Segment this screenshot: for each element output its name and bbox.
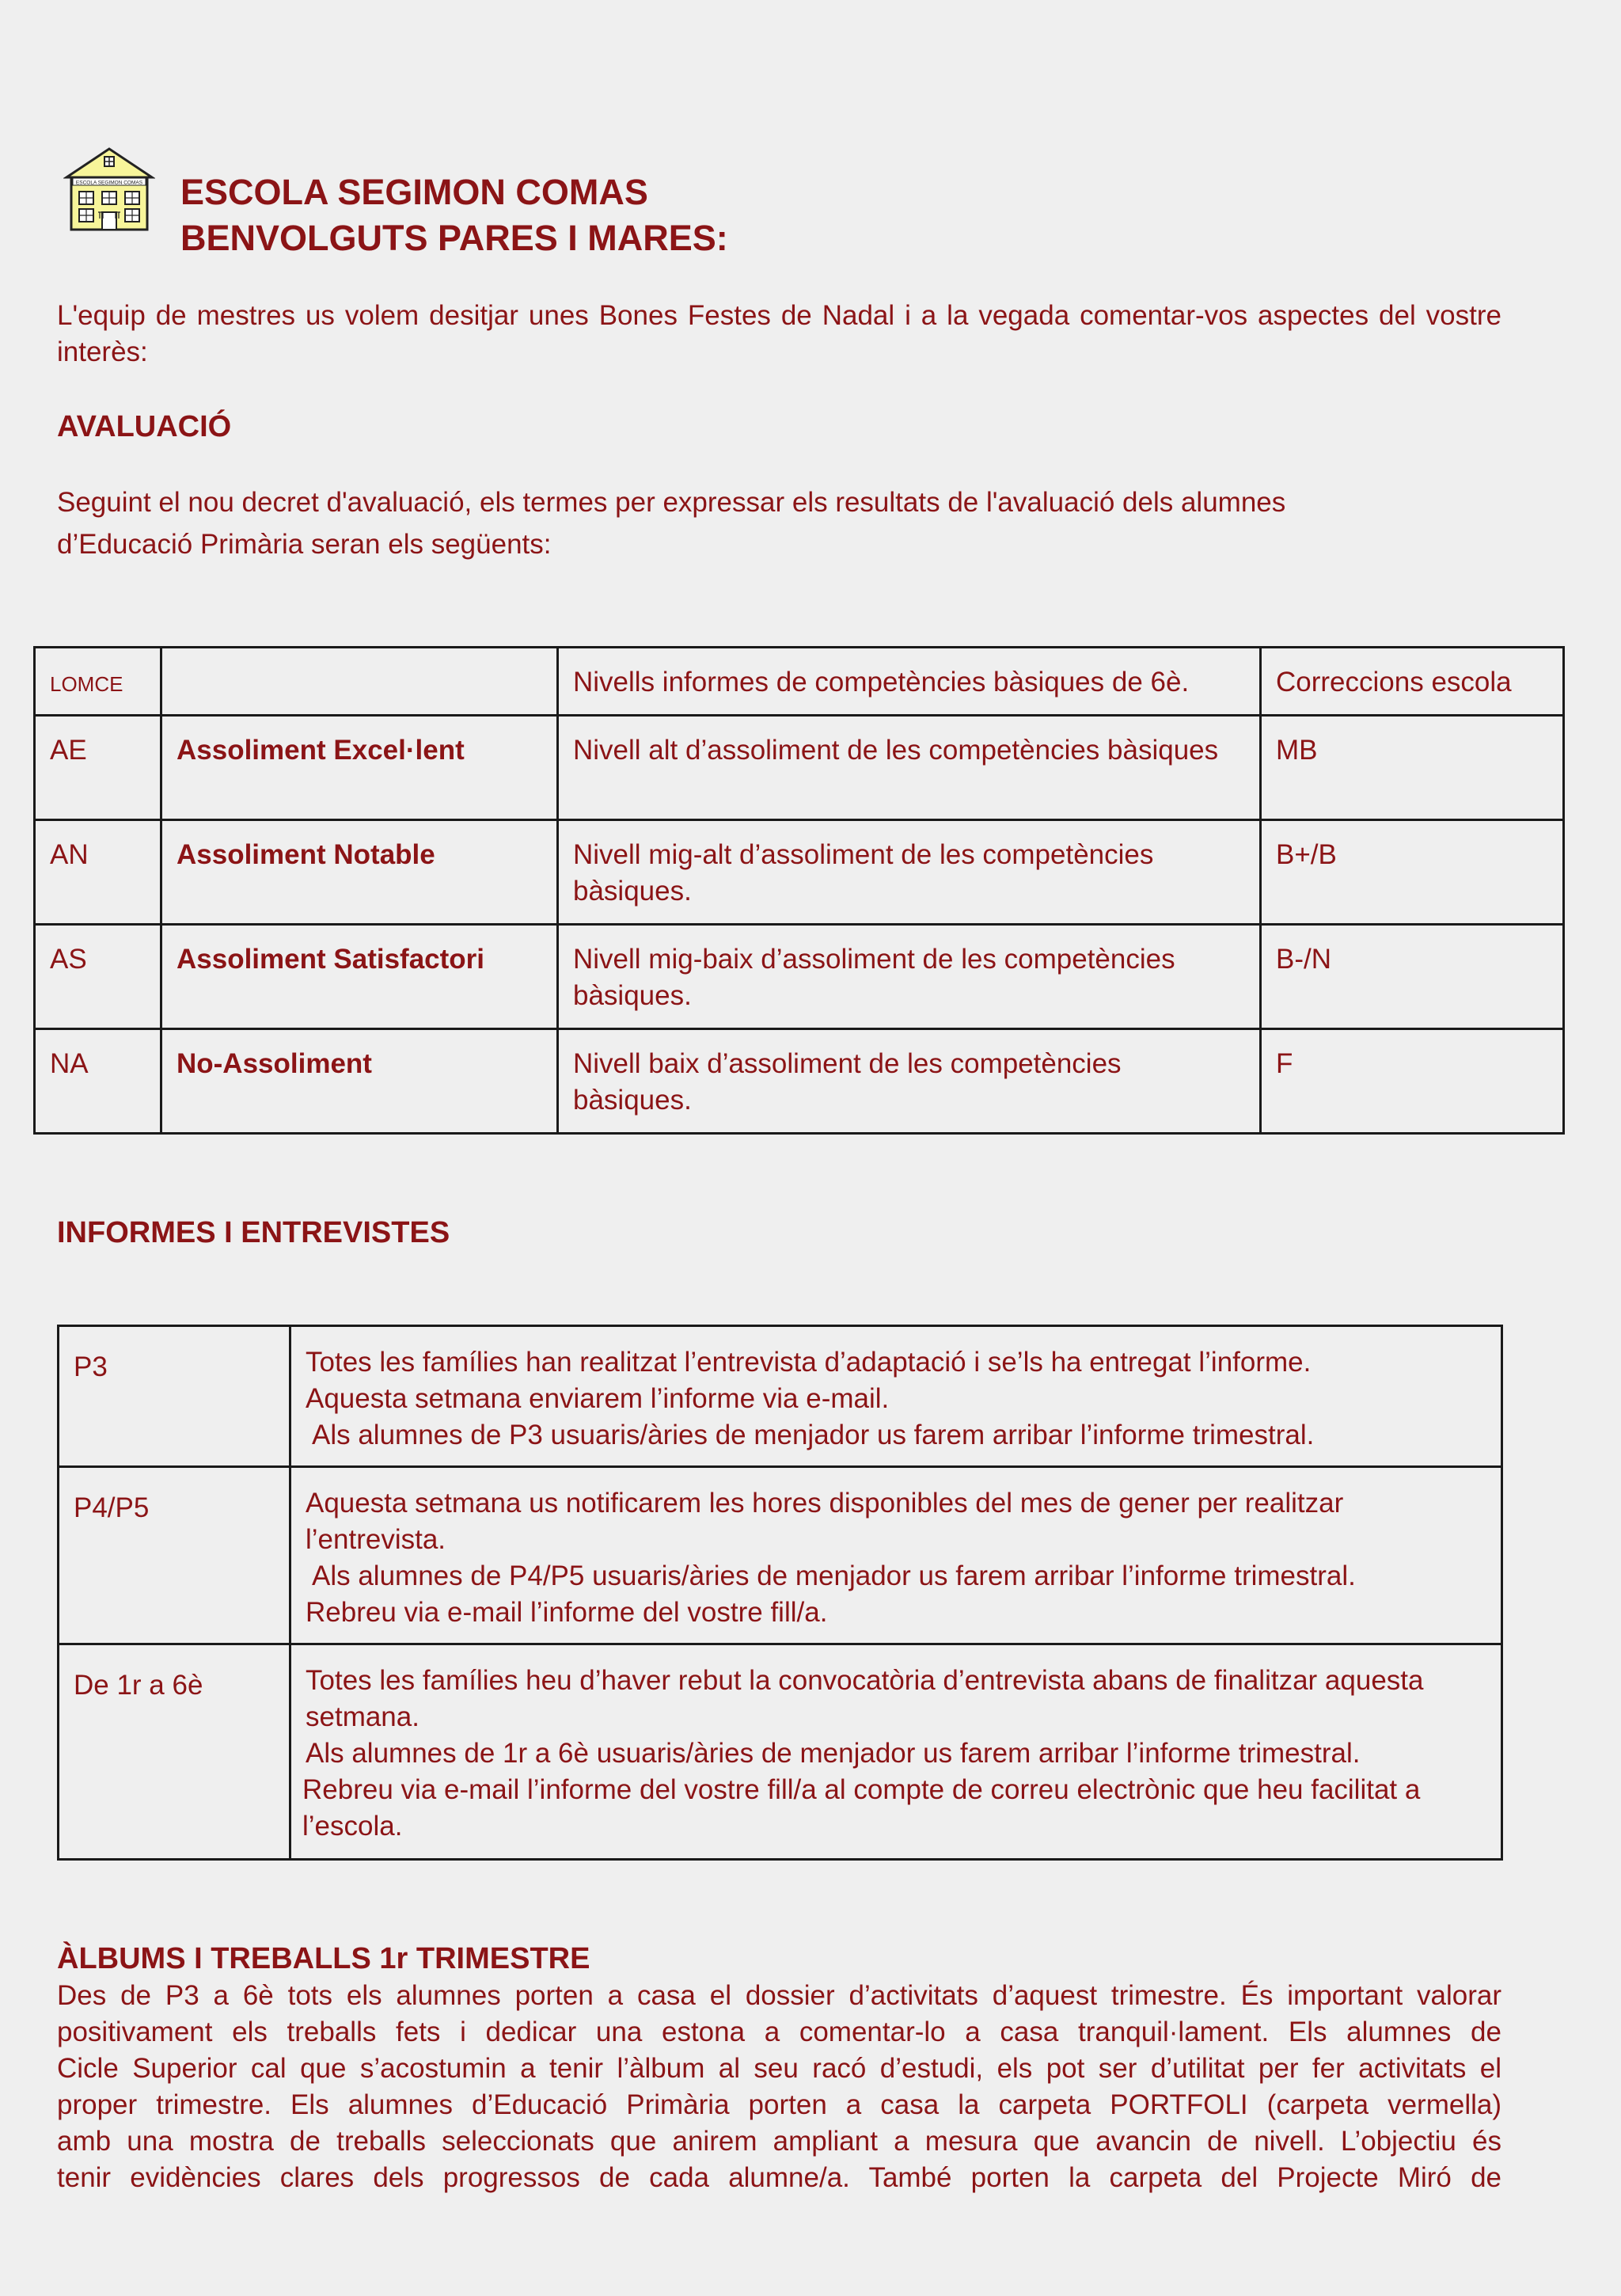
grade-name: Assoliment Notable [161, 820, 558, 925]
level-label: De 1r a 6è [59, 1644, 290, 1860]
header-cell: LOMCE [35, 648, 161, 716]
table-header-row [35, 648, 1564, 716]
evaluation-table [33, 646, 1565, 1135]
paragraph-line: tenir evidències clares dels progressos de cada alumne/a. També porten la carpeta del Projecte Miró de [57, 2162, 1501, 2193]
table-row [35, 716, 1564, 820]
table-row [59, 1467, 1502, 1644]
level-details [290, 1326, 1502, 1467]
grade-name: Assoliment Satisfactori [161, 925, 558, 1029]
table-row [35, 820, 1564, 925]
avaluacio-text-line1: Seguint el nou decret d'avaluació, els termes per expressar els resultats de l'avaluació dels alumnes [57, 487, 1286, 518]
grade-correction: B-/N [1261, 925, 1564, 1029]
paragraph-line: Cicle Superior cal que s’acostumin a tenir l’àlbum al seu racó d’estudi, els pot ser d’utilitat per fer activitats el [57, 2053, 1501, 2084]
grade-correction: MB [1261, 716, 1564, 820]
grade-description: Nivell baix d’assoliment de les competències bàsiques. [558, 1029, 1261, 1134]
detail-line: Rebreu via e-mail l’informe del vostre fill/a. [306, 1597, 828, 1628]
detail-line: Als alumnes de P4/P5 usuaris/àries de menjador us farem arribar l’informe trimestral. [312, 1560, 1356, 1591]
grade-name: No-Assoliment [161, 1029, 558, 1134]
grade-correction: B+/B [1261, 820, 1564, 925]
grade-code: AS [35, 925, 161, 1029]
detail-line: Als alumnes de 1r a 6è usuaris/àries de menjador us farem arribar l’informe trimestral. [306, 1738, 1361, 1769]
reports-table [57, 1325, 1503, 1861]
level-details [290, 1644, 1502, 1860]
paragraph-line: amb una mostra de treballs seleccionats que anirem ampliant a mesura que avancin de nivell. L’objectiu és [57, 2126, 1501, 2157]
header-cell: Nivells informes de competències bàsiques de 6è. [558, 648, 1261, 716]
grade-code: AN [35, 820, 161, 925]
detail-line: Als alumnes de P3 usuaris/àries de menjador us farem arribar l’informe trimestral. [312, 1420, 1315, 1450]
avaluacio-heading: AVALUACIÓ [57, 410, 232, 443]
informes-heading: INFORMES I ENTREVISTES [57, 1216, 450, 1249]
detail-line: Totes les famílies heu d’haver rebut la convocatòria d’entrevista abans de finalitzar aquesta setmana. [306, 1665, 1424, 1732]
greeting: BENVOLGUTS PARES I MARES: [180, 218, 728, 258]
grade-name: Assoliment Excel·lent [161, 716, 558, 820]
table-row [35, 925, 1564, 1029]
avaluacio-text-line2: d’Educació Primària seran els següents: [57, 529, 552, 560]
grade-code: NA [35, 1029, 161, 1134]
paragraph-line: proper trimestre. Els alumnes d’Educació Primària porten a casa la carpeta PORTFOLI (carpeta vermella) [57, 2089, 1501, 2120]
svg-text:ESCOLA SEGIMON COMAS: ESCOLA SEGIMON COMAS [75, 180, 143, 186]
header-cell: Correccions escola [1261, 648, 1564, 716]
paragraph-line: Des de P3 a 6è tots els alumnes porten a casa el dossier d’activitats d’aquest trimestre. És important valorar [57, 1980, 1501, 2011]
detail-line: Totes les famílies han realitzat l’entrevista d’adaptació i se’ls ha entregat l’informe. [306, 1347, 1312, 1378]
albums-heading: ÀLBUMS I TREBALLS 1r TRIMESTRE [57, 1942, 590, 1975]
detail-line: Aquesta setmana enviarem l’informe via e-mail. [306, 1383, 890, 1414]
table-row [59, 1326, 1502, 1467]
header-cell [161, 648, 558, 716]
school-logo [63, 146, 155, 233]
grade-correction: F [1261, 1029, 1564, 1134]
paragraph-line: positivament els treballs fets i dedicar una estona a comentar-lo a casa tranquil·lament. Els alumnes de [57, 2017, 1501, 2047]
grade-description: Nivell mig-baix d’assoliment de les competències bàsiques. [558, 925, 1261, 1029]
school-name: ESCOLA SEGIMON COMAS [180, 172, 648, 212]
grade-code: AE [35, 716, 161, 820]
level-label: P4/P5 [59, 1467, 290, 1644]
level-details [290, 1467, 1502, 1644]
detail-line: Aquesta setmana us notificarem les hores disponibles del mes de gener per realitzar l’entrevista. [306, 1488, 1344, 1555]
grade-description: Nivell alt d’assoliment de les competències bàsiques [558, 716, 1261, 820]
table-row [35, 1029, 1564, 1134]
albums-paragraph [57, 1978, 1501, 2196]
level-label: P3 [59, 1326, 290, 1467]
table-row [59, 1644, 1502, 1860]
intro-paragraph: L'equip de mestres us volem desitjar unes Bones Festes de Nadal i a la vegada comentar-vos aspectes del vostre interès: [57, 300, 1501, 367]
detail-line: Rebreu via e-mail l’informe del vostre fill/a al compte de correu electrònic que heu facilitat a l’escola. [302, 1774, 1421, 1842]
grade-description: Nivell mig-alt d’assoliment de les competències bàsiques. [558, 820, 1261, 925]
